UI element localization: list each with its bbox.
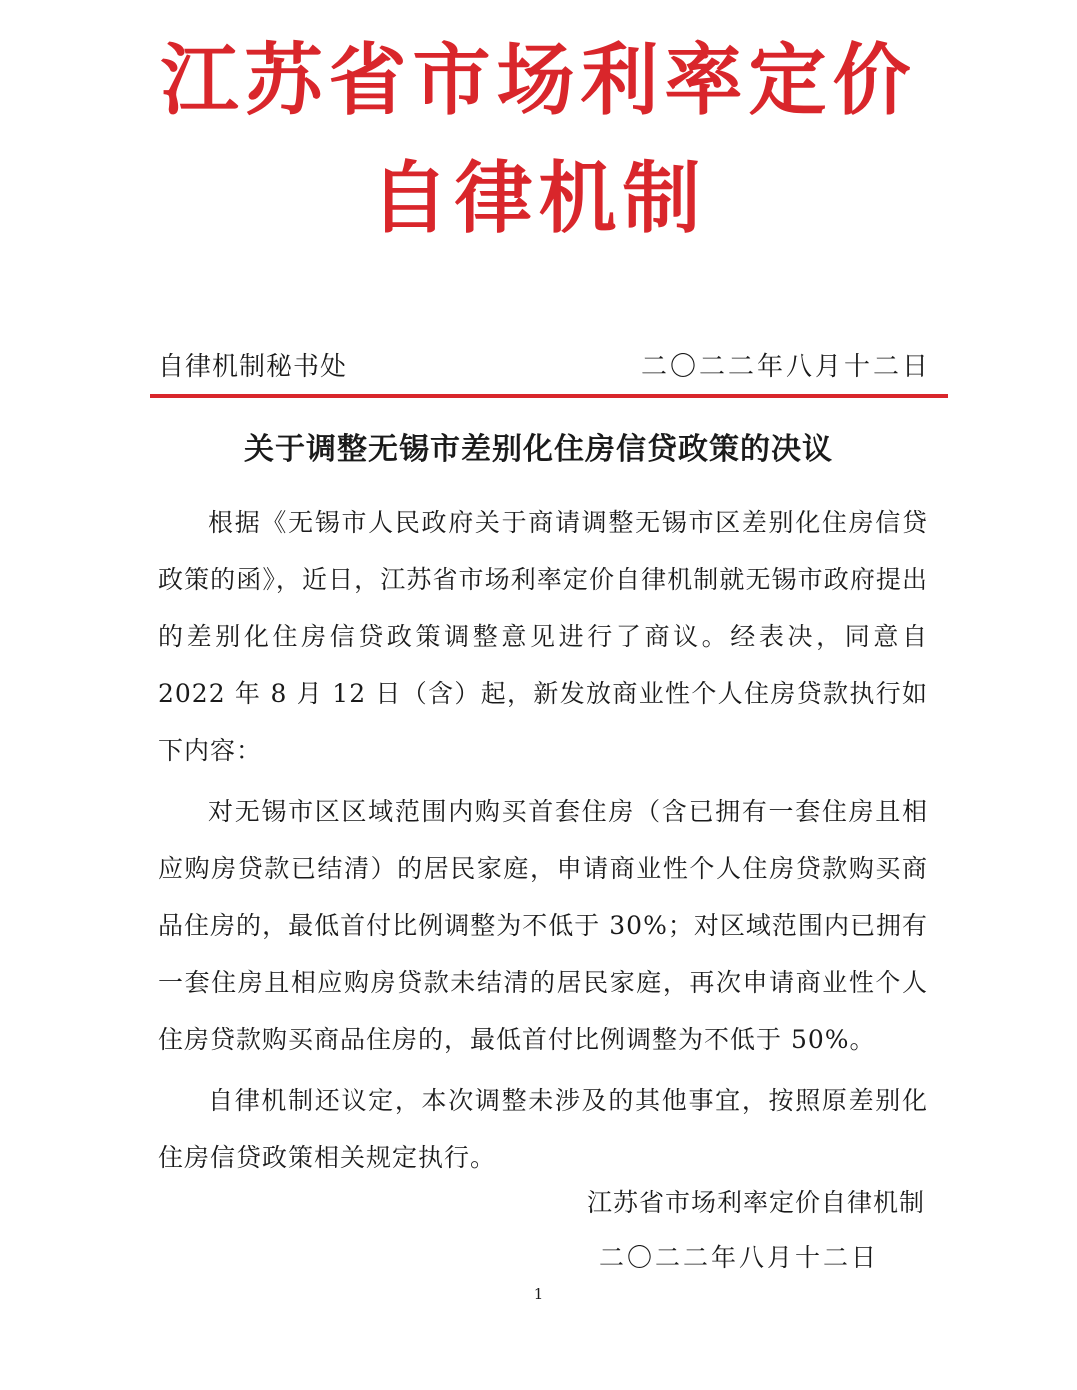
masthead-line-1: 江苏省市场利率定价 <box>160 36 917 126</box>
issuer-label: 自律机制秘书处 <box>158 352 348 382</box>
masthead-line-2: 自律机制 <box>370 154 707 244</box>
document-title: 关于调整无锡市差别化住房信贷政策的决议 <box>244 432 833 467</box>
page-number: 1 <box>533 1285 544 1303</box>
signature-date: 二〇二二年八月十二日 <box>598 1243 879 1272</box>
issue-date: 二〇二二年八月十二日 <box>640 352 931 382</box>
body-paragraph-2: 对无锡市区区域范围内购买首套住房（含已拥有一套住房且相应购房贷款已结清）的居民家庭，申请商业性个人住房贷款购买商品住房的，最低首付比例调整为不低于 30%；对区域范围内已拥有一套住房且相应购房贷款未结清的居民家庭，再次申请商业性个人住房贷款购买商品住房的，最低首付比例调整为不低于 50%。 <box>158 797 928 1054</box>
signature-organization: 江苏省市场利率定价自律机制 <box>586 1188 925 1217</box>
red-divider <box>150 394 948 398</box>
body-paragraph-1: 根据《无锡市人民政府关于商请调整无锡市区差别化住房信贷政策的函》，近日，江苏省市场利率定价自律机制就无锡市政府提出的差别化住房信贷政策调整意见进行了商议。经表决，同意自 2022 年 8 月 12 日（含）起，新发放商业性个人住房贷款执行如下内容： <box>158 508 928 765</box>
document-body <box>158 494 928 1190</box>
body-paragraph-3: 自律机制还议定，本次调整未涉及的其他事宜，按照原差别化住房信贷政策相关规定执行。 <box>158 1086 928 1172</box>
